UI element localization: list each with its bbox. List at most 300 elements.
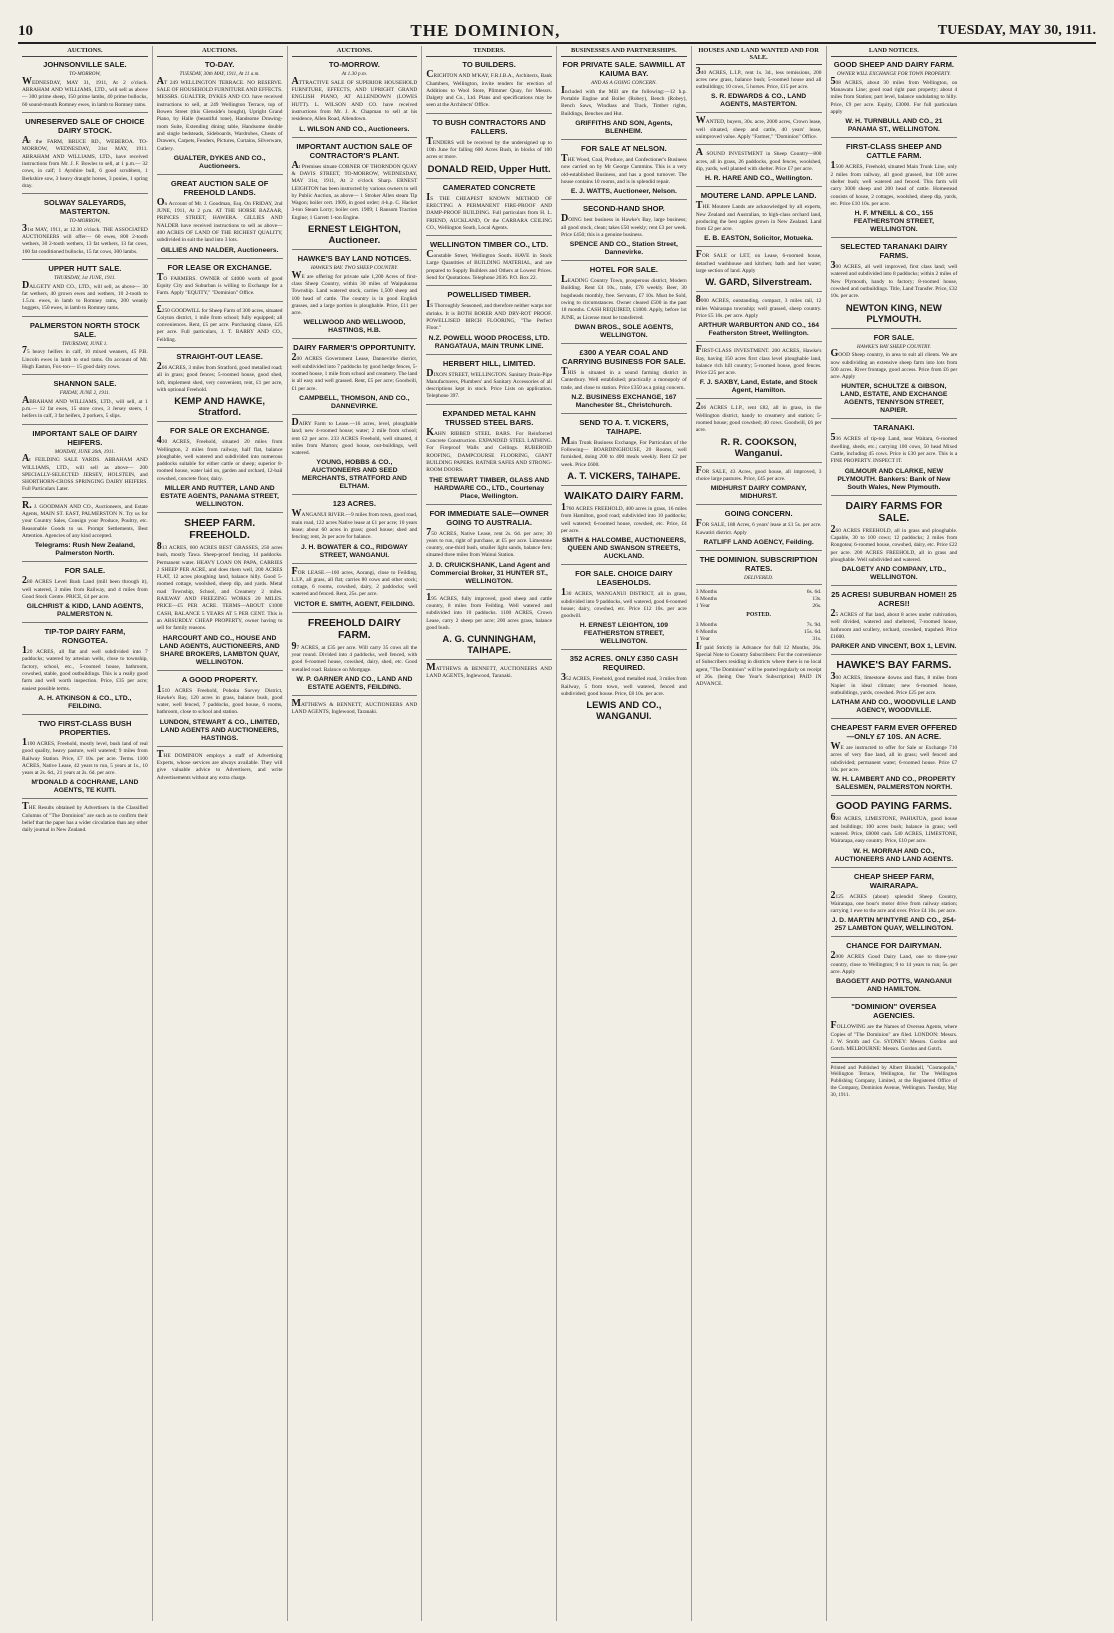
ad-title: MOUTERE LAND. APPLE LAND. xyxy=(700,191,817,201)
classified-ad xyxy=(156,303,283,348)
classified-ad xyxy=(831,60,958,138)
ad-signature: CAMPBELL, THOMSON, AND CO., DANNEVIRKE. xyxy=(299,394,410,410)
subscription-rates-delivered xyxy=(696,589,822,610)
classified-ad xyxy=(22,264,148,317)
ad-title: FOR PRIVATE SALE. SAWMILL AT KAIUMA BAY. xyxy=(562,60,686,79)
ad-title: "DOMINION" OVERSEA AGENCIES. xyxy=(851,1002,937,1021)
classified-ad xyxy=(22,321,148,375)
classified-ad xyxy=(696,296,822,342)
classified-ad xyxy=(291,416,418,495)
ad-subtitle: DELIVERED. xyxy=(744,574,774,581)
column-heading: BUSINESSES AND PARTNERSHIPS. xyxy=(561,46,687,57)
page-number: 10 xyxy=(18,22,33,39)
ad-body: Included with the Mill are the following:—12 h.p. Portable Engine and Boiler (Robey), Bench (Robey), Bench Saws, Windlass and Track, Timber rights, Buildings, Benches and Hut. xyxy=(561,84,687,117)
classified-ad xyxy=(426,664,552,684)
ad-title: TO BUILDERS. xyxy=(462,60,516,70)
classified-ad xyxy=(22,429,148,498)
ad-body: 508 ACRES, about 30 miles from Wellington, on Manawatu Line; good road right past property; about 4 miles from Station; part level, balance undulating to hilly. Price, £9 per acre. Equity, £3000. For full particulars apply xyxy=(830,75,958,116)
ad-title: TO-MORROW. xyxy=(328,60,380,70)
ad-title: GREAT AUCTION SALE OF FREEHOLD LANDS. xyxy=(170,178,269,197)
ad-subtitle: HAWKE'S BAY SHEEP COUNTRY. xyxy=(856,343,931,350)
publication-date: TUESDAY, MAY 30, 1911. xyxy=(937,23,1096,38)
ad-title: TO BUSH CONTRACTORS AND FALLERS. xyxy=(432,117,546,136)
ad-body: 266 ACRES, 3 miles from Stratford, good metalled road; all in grass; good fences; 5-roomed house, good shed, loft, implement shed, very convenient, rent, £1 per acre, with optional Freehold. xyxy=(156,361,283,393)
ad-signature: E. J. WATTS, Auctioneer, Nelson. xyxy=(570,188,677,196)
ad-body: 2000 ACRES Good Dairy Land, one to three-year country, close to Wellington; 9 to 14 years to run; 5s. per acre. Apply xyxy=(830,950,958,976)
ad-signature: H. R. HARE AND CO., Wellington. xyxy=(705,175,813,183)
ad-body: 8000 ACRES, outstanding, compact, 3 miles rail, 12 miles Wairarapa township; well grassed, sheep country. Price £5 10s. per acre. Apply xyxy=(695,294,822,319)
ad-body: WANGANUI RIVER.—9 miles from town, good road, main road, 122 acres Native lease at £1 per acre; 10 years lease; about 60 acres in grass; good house; shed and fencing; rent, 2s per acre for balance. xyxy=(291,508,418,541)
ad-title: HOTEL FOR SALE. xyxy=(589,265,658,275)
classified-ad xyxy=(292,142,418,250)
ad-body: ABRAHAM AND WILLIAMS, LTD., will sell, at 1 p.m.— 12 fat ewes, 15 store cows, 3 Jersey steers, 1 heifers in calf, 3 fat heifers, 2 porkers, 5 slips. xyxy=(22,394,148,420)
ad-signature: M'DONALD & COCHRANE, LAND AGENTS, TE KUITI. xyxy=(31,779,139,795)
ad-body: 25 ACRES of flat land, about 8 acres under cultivation, well divided, watered and sheltered, 7-roomed house, bathroom and scullery, orchard, cowshed, trapshed. Price £1600. xyxy=(830,608,958,640)
classified-ad xyxy=(561,490,687,565)
ad-title: WAIKATO DAIRY FARM. xyxy=(564,490,684,503)
ad-body: 1510 ACRES Freehold, Pohoku Survey District, Hawke's Bay, 120 acres in grass, balance bush, good water, well fenced, 7 paddocks, good house, 6 rooms, bathroom, close to school and station. xyxy=(156,683,283,716)
ad-body: £250 GOODWILL for Sheep Farm of 300 acres, situated Coiyton district, 1 mile from school; fully equipped; all conveniences. Rent, £5 per acre. Purchasing clause, £25 per acre. Full particulars, J. T. BARRY AND CO., Feilding. xyxy=(156,303,283,343)
classified-ad xyxy=(291,565,418,613)
ad-signature: GILLIES AND NALDER, Auctioneers. xyxy=(160,246,279,254)
classified-ad xyxy=(426,409,552,505)
classified-ad xyxy=(292,343,418,414)
ad-signature: F. J. SAXBY, Land, Estate, and Stock Agent, Hamilton. xyxy=(699,379,818,395)
classified-ad xyxy=(561,418,687,486)
rate-row xyxy=(696,629,822,636)
ad-subtitle: AND AS A GOING CONCERN. xyxy=(590,80,657,87)
classified-ad xyxy=(156,748,283,785)
ad-signature: SMITH & HALCOMBE, AUCTIONEERS, QUEEN AND SWANSON STREETS, AUCKLAND. xyxy=(561,537,686,561)
ad-title: WELLINGTON TIMBER CO., LTD. xyxy=(429,240,549,250)
ad-signature: ARTHUR WARBURTON AND CO., 164 Featherston Street, Wellington. xyxy=(698,322,820,338)
ad-signature: HUNTER, SCHULTZE & GIBSON, LAND, ESTATE, AND EXCHANGE AGENTS, TENNYSON STREET, NAPIER. xyxy=(840,383,948,415)
ad-body: TO FARMERS. OWNER of £4000 worth of good Equity City and Suburban is willing to Exchange for a Farm. Apply "EQUITY," "Dominion" Office. xyxy=(156,271,283,297)
classified-ad xyxy=(831,142,958,238)
ad-body: ATTRACTIVE SALE OF SUPERIOR HOUSEHOLD FURNITURE, EFFECTS, AND UPRIGHT GRAND ENGLISH PIANO, AT ALLENDOWN (LOWES HUTT). L. WILSON AND CO. have received instructions from Mr. J. A. Chapman to sell at his residence, Allen Road, Allendown. xyxy=(291,75,418,123)
subscription-rates-posted xyxy=(696,622,822,643)
ad-body: THIS is situated in a sound farming district in Canterbury. Well established; practically a monopoly of trade, and close to station. Price £350 as a going concern. xyxy=(561,365,687,391)
ad-body: At the FARM, BRUCE RD., WEBEROA. TO-MORROW, WEDNESDAY, 31st MAY, 1911. ABRAHAM AND WILLIAMS, LTD., have received instructions from Mr. J. F. Bowles to sell, at 1 p.m.— 32 cows, in calf; 1 Ayrshire bull, 6 good scrubbers, 1 Berkshire sow, 3 heavy draught horses, 3 ponies, 1 spring dray. xyxy=(22,135,148,189)
printer-imprint: Printed and Published by Albert Blundell, "Cosmopolis," Wellington Terrace, Wellington, for The Wellington Publishing Company, Limited, at the Registered Office of the Company, Dominion Avenue, Wellington. Tuesday, May 30, 1911. xyxy=(831,1062,958,1099)
ad-body: A SOUND INVESTMENT in Sheep Country—800 acres, all in grass, 26 paddocks, good fences, woolshed, dip, yards, well planted with shelter. Price £7 per acre. xyxy=(695,147,822,172)
ad-title: TWO FIRST-CLASS BUSH PROPERTIES. xyxy=(38,718,132,737)
rate-period: 3 Months xyxy=(695,621,718,628)
classified-ad xyxy=(22,198,148,260)
ad-signature: W. H. TURNBULL AND CO., 21 PANAMA ST., WELLINGTON. xyxy=(845,118,943,134)
classified-ad xyxy=(22,499,148,562)
ad-signature: HARCOURT AND CO., HOUSE AND LAND AGENTS, AUCTIONEERS, AND SHARE BROKERS, LAMBTON QUAY, WELLINGTON. xyxy=(159,634,280,666)
ad-body: WE are instructed to offer for Sale or Exchange 710 acres of very fine land, all in grass; well fenced and subdivided; permanent water; 6-roomed house. Price £7 10s. per acre. xyxy=(830,741,958,774)
classified-ad xyxy=(426,359,552,405)
ad-body: 280 ACRES Level Bush Land (mill been through it), well watered, 3 miles from Railway, and 4 miles from Good Stock Centre. PRICE, £4 per acre. xyxy=(22,575,148,600)
ad-title: HAWKE'S BAY FARMS. xyxy=(836,659,952,672)
ad-title: CHANCE FOR DAIRYMAN. xyxy=(846,941,942,951)
classified-ad xyxy=(22,566,148,623)
ad-signature: WELLWOOD AND WELLWOOD, HASTINGS, H.B. xyxy=(303,319,406,335)
ad-signature: L. WILSON AND CO., Auctioneers. xyxy=(299,125,410,133)
classified-ad xyxy=(157,675,283,747)
ad-subtitle: TO-MORROW, xyxy=(69,71,101,78)
ad-title: CAMERATED CONCRETE xyxy=(442,182,536,192)
classified-ad xyxy=(561,144,687,200)
ad-body: DOING best business in Hawke's Bay, large business; all good stock, clean; takes £50 weekly; rent £3 per week. Price £450; this is a genuine business. xyxy=(561,213,687,238)
rate-price: 31s. xyxy=(812,635,822,642)
ad-signature: W. GARD, Silverstream. xyxy=(705,277,812,289)
classified-ad xyxy=(426,509,552,590)
classified-ad xyxy=(831,800,958,867)
rate-price: 13s. xyxy=(812,596,822,603)
ad-signature: W. H. MORRAH AND CO., AUCTIONEERS AND LAND AGENTS. xyxy=(834,847,954,863)
classified-ad xyxy=(561,654,687,725)
classified-ad xyxy=(22,627,148,715)
ad-signature: ERNEST LEIGHTON, Auctioneer. xyxy=(308,224,401,247)
column-heading: TENDERS. xyxy=(426,46,552,57)
classified-ad xyxy=(831,941,958,998)
ad-signature: PARKER AND VINCENT, BOX 1, LEVIN. xyxy=(831,643,957,651)
ad-signature: NEWTON KING, NEW PLYMOUTH. xyxy=(845,302,942,325)
classified-ad xyxy=(291,697,418,720)
rate-period: 1 Year xyxy=(695,603,711,610)
ad-title: TIP-TOP DAIRY FARM, RONGOTEA. xyxy=(44,627,126,646)
ad-body: FIRST-CLASS INVESTMENT. 200 ACRES, Hawke's Bay, having 150 acres first class level ploughable land, balance rich hill country; 5-roomed house, good fences. Price £25 per acre. xyxy=(695,344,822,377)
ad-title: JOHNSONVILLE SALE. xyxy=(43,60,127,70)
ad-title: 123 ACRES. xyxy=(332,499,376,509)
ad-signature: BAGGETT AND POTTS, WANGANUI AND HAMILTON. xyxy=(836,978,952,994)
ad-body: 1500 ACRES, Freehold, situated Main Trunk Line, only 2 miles from railway, all good grassed, but 100 acres shelter bush; well watered and fenced. This farm will carry 3000 sheep and 200 head of cattle. Homestead consists of house, 2 cottages, woolshed, sheep dip, yards, etc. Price £10 10s. per acre. xyxy=(830,160,958,207)
ad-title: CHEAPEST FARM EVER OFFERED—ONLY £7 10S. AN ACRE. xyxy=(830,723,957,742)
ad-title: GOOD SHEEP AND DAIRY FARM. xyxy=(833,60,954,70)
ad-title: TARANAKI. xyxy=(873,423,915,433)
ad-title: DAIRY FARMER'S OPPORTUNITY. xyxy=(293,343,416,353)
ad-subtitle: FRIDAY, JUNE 2, 1911. xyxy=(59,390,110,397)
rates-posted-heading: POSTED. xyxy=(746,612,771,619)
ad-signature: LATHAM AND CO., WOODVILLE LAND AGENCY, WOODVILLE. xyxy=(831,699,956,715)
column-3 xyxy=(288,46,423,1621)
ad-title: FREEHOLD DAIRY FARM. xyxy=(307,616,401,641)
ad-body: FOR SALE, 43 Acres, good house, all improved, 3 choice large pastures. Price, £45 per acre. xyxy=(695,464,822,482)
ad-body: IS THE CHEAPEST KNOWN METHOD OF ERECTING A PERMANENT FIRE-PROOF AND DAMP-PROOF BUILDING. Full particulars from H. L. FRIEND, AUCKLAND, Or the CARRARA CEILING CO., Wellington South, Local Agents. xyxy=(426,191,552,231)
ad-body: 2125 ACRES (about) splendid Sheep Country, Wairarapa, one hour's motor drive from railway station; carrying 1 ewe to the acre and over. Price £4 10s. per acre. xyxy=(830,889,958,915)
classified-ad xyxy=(696,251,822,292)
ad-body: 750 ACRES, Native Lease, rent 2s. 6d. per acre; 30 years to run, right of purchase, at £5 per acre. Limestone country, one-third bush, smaller light sands, balance fern; situated three miles from Wainui Station. xyxy=(426,526,552,559)
ad-signature: A. H. ATKINSON & CO., LTD., FEILDING. xyxy=(38,694,132,710)
ad-body: 260 ACRES FREEHOLD, all in grass and ploughable. Capable, 30 to 100 cows; 12 paddocks; 2 miles from Rongotea; 6-roomed house, cowshed, dairy, etc. Price £22 per acre. 200 ACRES FREEHOLD, all in grass and ploughable. Well subdivided and watered. xyxy=(830,523,958,563)
column-7 xyxy=(827,46,962,1621)
ad-title: GOOD PAYING FARMS. xyxy=(835,800,952,813)
classified-ad xyxy=(831,723,958,796)
ad-signature: A. G. CUNNINGHAM, TAIHAPE. xyxy=(442,634,536,657)
ad-signature: VICTOR E. SMITH, AGENT, FEILDING. xyxy=(293,600,415,608)
ad-body: On Account of Mr. J. Goodman, Esq. On FRIDAY, 2nd JUNE, 1911, At 2 p.m. AT THE HORSE BAZAAR, PRINCES STREET, HAWERA. GILLIES AND NALDER have received instructions to sell as above— 400 ACRES OF LAND OF THE RICHEST QUALITY, subdivided in suit the land into 3 lots. xyxy=(156,196,283,244)
rate-row xyxy=(696,622,822,629)
classified-ad xyxy=(561,348,687,414)
rate-row xyxy=(696,603,822,610)
ad-subtitle: THURSDAY, 1st JUNE, 1911. xyxy=(54,274,116,281)
ad-title: FOR SALE AT NELSON. xyxy=(581,144,667,154)
classified-ad xyxy=(831,242,958,328)
ad-body: 536 ACRES of tip-top Land, near Waitara, 6-roomed dwelling, sheds, etc.; carrying 100 cows, 50 head Mixed Cattle, including 45 cows. Price is £30 per acre. This is a FINE PROPERTY. INSPECT IT. xyxy=(830,432,958,465)
classified-ad xyxy=(426,290,552,354)
ad-body: FOR SALE, 188 Acres, 6 years' lease at £1 5s. per acre. Kawatiri district. Apply xyxy=(695,518,822,536)
ad-body: MATTHEWS & BENNETT, AUCTIONEERS AND LAND AGENTS, Inglewood, Taranaki. xyxy=(291,697,418,716)
column-heading: AUCTIONS. xyxy=(22,46,148,57)
ad-body: 430 ACRES, Freehold, situated 20 miles from Wellington, 2 miles from railway, half flat, balance ploughable, well watered and subdivided into numerous paddocks suitable for either cattle or sheep; superior 8-roomed house, water laid on, garden and orchard, 12-bail cowshed, concrete floor, dairy. xyxy=(156,435,283,482)
ad-signature: MIDHURST DAIRY COMPANY, MIDHURST. xyxy=(710,485,807,501)
classified-ad xyxy=(831,333,958,420)
ad-title: SECOND-HAND SHOP. xyxy=(583,204,665,214)
ad-signature: J. H. BOWATER & CO., RIDGWAY STREET, WANGANUI. xyxy=(300,543,408,559)
classified-ad xyxy=(831,590,958,655)
ad-title: THE DOMINION. SUBSCRIPTION RATES. xyxy=(699,554,818,573)
classified-ad xyxy=(561,265,687,344)
ad-body: THE DOMINION employs a staff of Advertising Experts, whose services are always available. They will give valuable advice to Advertisers, and write Advertisements without any extra charge. xyxy=(156,748,283,781)
ad-body: 97 ACRES, at £35 per acre. Will carry 35 cows all the year round. Divided into 4 paddocks, well fenced, with good 6-roomed house, cowshed, dairy, shed, etc. Good metalled road. Balance on Mortgage. xyxy=(291,640,418,673)
ad-subtitle: TO-MORROW, xyxy=(69,218,101,225)
rate-price: 15s. 6d. xyxy=(803,628,822,635)
ad-subtitle: HAWKE'S BAY. TWO SHEEP COUNTRY. xyxy=(310,265,398,272)
classified-ad xyxy=(292,499,418,563)
ad-signature: GUALTER, DYKES AND CO., Auctioneers. xyxy=(173,154,266,170)
ad-body: WE are offering for private sale 1,200 Acres of first-class Sheep Country, within 30 miles of Waipukurau Township. Land watered stock, carries 1,500 sheep and 100 head of cattle. The country is in good English grasses, and a large portion is ploughable. Price, £11 per acre. xyxy=(291,269,418,317)
rate-period: 3 Months xyxy=(695,589,718,596)
column-5 xyxy=(557,46,692,1621)
ad-title: IMPORTANT SALE OF DAIRY HEIFERS. xyxy=(32,428,138,447)
ad-body: 75 heavy heifers in calf, 10 mixed weaners, 45 P.B. Lincoln ewes in lamb to stud rams. On account of Mr. Hugh Easton, Fox-ton— 15 good dairy cows. xyxy=(22,345,148,370)
classified-ad xyxy=(22,803,148,837)
ad-body: 300 ACRES, all well improved, first class land; well watered and subdivided into 8 paddocks; within 2 miles of New Plymouth, handy to factory; 8-roomed house, cowshed and outbuildings. Title, Land Transfer. Price, £32 10s. per acre. xyxy=(830,260,958,300)
ad-subtitle: TUESDAY, 30th MAY, 1911, At 11 a.m. xyxy=(179,71,260,78)
ad-signature: J. D. MARTIN M'INTYRE AND CO., 254-257 LAMBTON QUAY, WELLINGTON. xyxy=(831,917,957,933)
ad-signature: E. B. EASTON, Solicitor, Motueka. xyxy=(704,235,814,243)
classified-ad xyxy=(426,183,552,236)
classified-ad xyxy=(426,240,552,286)
ad-title: 25 ACRES! SUBURBAN HOME!! 25 ACRES!! xyxy=(831,590,957,609)
ad-signature: H. F. M'NEILL & CO., 155 FEATHERSTON STREET, WELLINGTON. xyxy=(853,210,934,234)
ad-body: DALGETY AND CO., LTD., will sell, as above— 30 fat wethers, 40 grown ewes and wethers, 10 2-tooth to 1.5.m. ewes, in lamb to Romney rams, 200 weanly hoggets, 150 ewes, in lamb to Romney rams. xyxy=(22,279,148,312)
ad-body: FOLLOWING are the Names of Oversea Agents, where Copies of "The Dominion" are filed. LONDON: Messrs. J. W. Smith and Co. SYDNEY: Messrs. Gordon and Gotch. MELBOURNE: Messrs. Gordon and Gotch. xyxy=(830,1020,958,1053)
ad-body: 1100 ACRES, Freehold, mostly level, bush land of real good quality, heavy pasture, well watered; 9 miles from Railway Station. Price, £7 10s. per acre. Terms. 1100 ACRES, Native Lease, 42 years to run, 5 years at 1s., 10 years at 2s. 6d., 21 years at 2s. 6d. per acre. xyxy=(22,736,148,777)
classified-ad xyxy=(696,191,822,247)
ad-body: 195 ACRES, fully improved, good sheep and cattle country, 8 miles from Feilding. Well watered and subdivided into 10 paddocks. 1100 ACRES, Crown Lease, carry 2 sheep per acre; 200 acres grass, balance good bush. xyxy=(426,591,552,631)
ad-signature: YOUNG, HOBBS & CO., AUCTIONEERS AND SEED MERCHANTS, STRATFORD AND ELTHAM. xyxy=(301,459,407,491)
ad-body: THE Wood, Coal, Produce, and Confectioner's Business now carried on by Mr George Cummins. This is a very old-established Business, and has a good turnover. The house contains 10 rooms, and is in splendid repair. xyxy=(561,153,687,185)
ad-title: FIRST-CLASS SHEEP AND CATTLE FARM. xyxy=(845,142,942,161)
ad-title: 352 ACRES. ONLY £350 CASH REQUIRED. xyxy=(569,654,678,673)
ad-signature: GILCHRIST & KIDD, LAND AGENTS, PALMERSTON N. xyxy=(26,603,144,619)
column-heading: AUCTIONS. xyxy=(157,46,283,57)
ad-body: 300 ACRES, limestone downs and flats, 8 miles from Napier in ideal climate; new 6-roomed house, outbuildings, yards, cowshed. Price £25 per acre. xyxy=(830,671,958,696)
classified-ad xyxy=(22,379,148,424)
classified-ad xyxy=(157,60,283,175)
column-heading: HOUSES AND LAND WANTED AND FOR SALE. xyxy=(696,46,822,65)
ad-body: LEADING Country Town, prosperous district, Modern Building. Rent £4 10s., trade, £70 weekly. Beer, 30 hogsheads monthly, free. Servants, £7 10s. Must be Sold, owing to circumstances. Owner cleared £500 in the past 18 months. CASH REQUIRED, £1800. Apply, before 1st JUNE, as License must be transferred. xyxy=(561,274,687,321)
ad-signature: SPENCE AND CO., Station Street, Dannevirke. xyxy=(569,241,678,257)
classified-ad xyxy=(561,204,687,261)
ad-title: EXPANDED METAL KAHN TRUSSED STEEL BARS. xyxy=(442,408,536,427)
ad-title: PALMERSTON NORTH STOCK SALE. xyxy=(29,320,140,339)
ad-signature: KEMP AND HAWKE, Stratford. xyxy=(174,396,266,419)
ad-signature: LEWIS AND CO., WANGANUI. xyxy=(586,700,662,723)
masthead xyxy=(18,22,1096,40)
ad-body: R. J. GOODMAN AND CO., Auctioneers, and Estate Agents, MAIN ST. EAST, PALMERSTON N. Try us for your Country Sales, Consign your Produce, Poultry, etc. Reasonable Goods to us. Prompt Settlements, Best Attention. Agencies of any kind accepted. xyxy=(22,499,148,539)
ad-signature: H. ERNEST LEIGHTON, 109 FEATHERSTON STREET, WELLINGTON. xyxy=(579,622,668,646)
ad-title: SHANNON SALE. xyxy=(53,379,117,389)
classified-ad xyxy=(157,517,283,671)
ad-subtitle: OWNER WILL EXCHANGE FOR TOWN PROPERTY. xyxy=(837,71,951,78)
ad-title: GOING CONCERN. xyxy=(724,509,793,519)
ad-body: DAIRY Farm to Lease.—16 acres, level, ploughable land; new 4-roomed house; water; 2 mile from school; rent £2 per acre. 233 ACRES Freehold, well situated, 4 miles from Marton; good house, out-buildings, well watered. xyxy=(291,416,418,457)
classified-ad xyxy=(157,426,283,513)
classified-ad xyxy=(831,872,958,938)
classified-ad xyxy=(696,509,822,551)
ad-title: FOR LEASE OR EXCHANGE. xyxy=(167,262,272,272)
masthead-rule xyxy=(18,42,1096,44)
rate-row xyxy=(696,589,822,596)
ad-title: £300 A YEAR COAL AND CARRYING BUSINESS FOR SALE. xyxy=(561,347,686,366)
classified-ad xyxy=(831,500,958,586)
ad-subtitle: THURSDAY, JUNE 1. xyxy=(62,340,108,347)
classified-ad xyxy=(831,423,958,495)
ad-title: POWELLISED TIMBER. xyxy=(447,290,531,300)
ad-signature: DONALD REID, Upper Hutt. xyxy=(427,163,551,175)
ad-title: HERBERT HILL, LIMITED. xyxy=(442,358,536,368)
classified-ad xyxy=(292,254,418,339)
rate-price: 26s. xyxy=(812,603,822,610)
ad-title: FOR SALE. CHOICE DAIRY LEASEHOLDS. xyxy=(575,569,673,588)
ad-body: KAHN RIBBED STEEL BARS. For Reinforced Concrete Construction. EXPANDED STEEL LATHING. For Fireproof Walls and Ceilings. RUBEROID ROOFING, DAMPCOURSE FLOORING, GIANT BUILDING PAPERS. RATNER SAFES AND STRONG-ROOM DOORS. xyxy=(426,426,552,474)
ad-body: GOOD Sheep country, in area to suit all clients. We are now subdividing an extensive sheep farm into lots from 500 acres. River frontage, good access. Price from £6 per acre. Apply xyxy=(830,348,958,381)
ad-body: WANTED, buyers, 30s. acre, 2000 acres, Crown lease, well situated, sheep and cattle, 40 years' lease, unimproved value. Apply "Farmer," "Dominion" Office. xyxy=(695,115,822,141)
classified-ad xyxy=(157,352,283,422)
column-6 xyxy=(692,46,827,1621)
ad-title: DAIRY FARMS FOR SALE. xyxy=(845,499,943,524)
ad-body: WEDNESDAY, MAY 31, 1911, At 2 o'clock. ABRAHAM AND WILLIAMS, LTD., will sell as above— 300 prime sheep, 150 prime lambs, 40 prime bullocks, 60 sound-mouth Romney ewes, in lamb to Romney rams. xyxy=(22,75,148,108)
classified-ad xyxy=(22,719,148,799)
classified-ad xyxy=(696,555,822,586)
ad-title: HAWKE'S BAY LAND NOTICES. xyxy=(297,254,412,264)
ad-body: 352 ACRES, Freehold, good metalled road, 3 miles from Railway, 5 from town, well watered, fenced and subdivided; good house. Price, £8 10s. per acre. xyxy=(561,672,687,697)
classified-ad xyxy=(696,346,822,399)
column-4 xyxy=(422,46,557,1621)
rate-price: 7s. 9d. xyxy=(806,621,822,628)
ad-signature: A. T. VICKERS, TAIHAPE. xyxy=(567,471,681,483)
ad-title: STRAIGHT-OUT LEASE. xyxy=(176,352,263,362)
classified-ad xyxy=(561,60,687,140)
ad-body: 340 ACRES, L.I.P., rent 1s. 3d., less remissions, 200 acres new grass, balance bush; 5-roomed house and all outbuildings; 10 cows, 5 horses. Price, £15 per acre. xyxy=(695,65,822,91)
classified-ad xyxy=(561,569,687,650)
rate-row xyxy=(696,636,822,643)
ad-body: THE Results obtained by Advertisers in the Classified Columns of "The Dominion" are such as to confirm their belief that the paper has a wider circulation than any other daily journal in New Zealand. xyxy=(22,801,148,834)
ad-title: A GOOD PROPERTY. xyxy=(181,674,258,684)
classified-ad xyxy=(696,403,822,462)
rate-price: 6s. 6d. xyxy=(806,589,822,596)
classified-ad xyxy=(22,117,148,194)
ad-title: FOR SALE. xyxy=(873,332,915,342)
ad-body: DIXON STREET, WELLINGTON. Sanitary Drain-Pipe Manufacturers, Plumbers' and Sanitary Accessories of all descriptions kept in stock. Price Lists on application. Telephone 397. xyxy=(426,367,552,400)
ad-title: FOR IMMEDIATE SALE—OWNER GOING TO AUSTRALIA. xyxy=(429,508,549,527)
rate-period: 6 Months xyxy=(695,628,718,635)
ad-body: At Premises situate CORNER OF THORNDON QUAY & DAVIS STREET, TO-MORROW, WEDNESDAY, MAY 31st, 1911, At 2 o'clock Sharp. ERNEST LEIGHTON has been instructed by various owners to sell by Public Auction, as above— 1 Stroker Allen steam Tip Wagon; boiler cert. 1909, in good order; 4-h.p. C. Hacket 3-ton Steam Lorry; boiler cert. 1909; 1 Ransom Traction Engine; 1 Garrett 1-ton Engine. xyxy=(291,159,418,221)
classified-ad xyxy=(426,60,552,113)
classified-ad xyxy=(831,1002,958,1057)
classified-ad xyxy=(292,617,418,696)
classified-ad xyxy=(831,659,958,719)
ad-signature: DWAN BROS., SOLE AGENTS, WELLINGTON. xyxy=(574,323,674,339)
newspaper-title: THE DOMINION, xyxy=(410,21,561,40)
ad-body: 130 ACRES, WANGANUI DISTRICT, all in grass, subdivided into 9 paddocks, well watered, good 6-roomed house; dairy, cowshed, etc. Price £12 10s. per acre goodwill. xyxy=(561,587,687,620)
ad-subtitle: MONDAY, JUNE 26th, 1911. xyxy=(54,448,115,455)
ad-signature: MILLER AND RUTTER, LAND AND ESTATE AGENTS, PANAMA STREET, WELLINGTON. xyxy=(160,484,279,508)
classified-ad xyxy=(426,591,552,660)
ad-signature: RATLIFF LAND AGENCY, Feilding. xyxy=(703,538,814,546)
classified-ad xyxy=(696,117,822,145)
classified-ad xyxy=(695,464,822,506)
classified-ad xyxy=(157,179,283,259)
ad-signature: GRIFFITHS AND SON, Agents, BLENHEIM. xyxy=(575,120,673,136)
classified-ad xyxy=(157,263,283,302)
ad-title: UNRESERVED SALE OF CHOICE DAIRY STOCK. xyxy=(25,117,145,136)
ad-signature: R. R. COOKSON, Wanganui. xyxy=(720,436,797,459)
ad-body: 206 ACRES L.I.P., rent £82, all in grass, in the Wellington district, handy to creamery and station; 5-roomed house; good cowshed; 40 cows. Goodwill, £6 per acre. xyxy=(695,401,822,434)
ad-title: UPPER HUTT SALE. xyxy=(48,263,122,273)
ad-body: At FEILDING SALE YARDS. ABRAHAM AND WILLIAMS, LTD., will sell as above— 200 SPECIALLY-SELECTED JERSEY, HOLSTEIN, and SHORTHORN-CROSS SPRINGING DAIRY HEIFERS. Full Particulars Later. xyxy=(22,453,148,493)
classified-ad xyxy=(426,118,552,179)
ad-signature: DALGETY AND COMPANY, LTD., WELLINGTON. xyxy=(841,566,947,582)
ad-body: 813 ACRES, 600 ACRES BEST GRASSES, 250 acres bush, mostly Tawa. Sheep-proof fencing, 14 paddocks. Permanent water. HEAVY LOAN ON PAPA, CARRIES 2 SHEEP PER ACRE, and does them well, 200 ACRES FLAT, 12 acres ploughing land, balance hilly. Good 5-roomed cottage, woolshed, sheep dip, and yards. Metal road Township, School, and Creamery 2 miles. RAILWAY AND FREEZING WORKS 20 MILES. PRICE—£5 PER ACRE. TERMS—ABOUT £1000 CASH, BALANCE 5 YEARS AT 5 PER CENT. This is an ABSURDLY CHEAP PROPERTY, owner having to sell for family reasons. xyxy=(156,540,283,632)
ad-body: FOR SALE or LET, on Lease, 6-roomed house, detached washhouse and kitchen; bath and hot water; large section of land. Apply xyxy=(695,249,822,275)
ad-title: SELECTED TARANAKI DAIRY FARMS. xyxy=(840,242,948,261)
ad-body: MATTHEWS & BENNETT, AUCTIONEERS AND LAND AGENTS, Inglewood, Taranaki. xyxy=(426,662,552,680)
ad-signature: J. D. CRUICKSHANK, Land Agent and Commercial Broker, 31 HUNTER ST., WELLINGTON. xyxy=(428,561,550,585)
ad-signature: S. R. EDWARDS & CO., LAND AGENTS, MASTERTON. xyxy=(711,93,807,109)
ad-signature: Telegrams: Rush New Zealand, Palmerston North. xyxy=(34,542,135,558)
ad-body: FOR LEASE.—160 acres, Aorangi, close to Feilding, L.I.P., all grass, all flat; carries 80 cows and other stock; cottage, 6 rooms, cowshed, dairy, 2 paddocks; well watered and fenced. Rent, 25s. per acre. xyxy=(291,565,418,598)
rate-row xyxy=(696,596,822,603)
classified-ad xyxy=(292,60,418,137)
ad-body: AT 249 WELLINGTON TERRACE. NO RESERVE. SALE OF HOUSEHOLD FURNITURE AND EFFECTS. MESSRS. GUALTER, DYKES AND CO. have received instructions to sell, at 249 Wellington Terrace, top of Bowen Street (this Glenside's bought), Upright Grand Piano, by Halle (beautiful tone), Handsome Drawing-room Suite, Extending dining table, Handsome double and single bedsteads, Sideboards, Wardrobes, Chests of Drawers, Carpets, Fenders, Pictures, Curtains, Silverware, Cutlery. xyxy=(156,75,283,152)
ad-body: Main Trunk Business Exchange, For Particulars of the Following— BOARDINGHOUSE, 20 Rooms, well furnished, doing 200 to 400 meals weekly. Rent £2 per week. Price £600. xyxy=(561,435,687,468)
ad-signature: W. H. LAMBERT AND CO., PROPERTY SALESMEN, PALMERSTON NORTH. xyxy=(832,776,956,792)
ad-signature: GILMOUR AND CLARKE, NEW PLYMOUTH. Bankers: Bank of New South Wales, New Plymouth. xyxy=(837,467,951,491)
ad-body: THE Moutere Lands are acknowledged by all experts, New Zealand and Australian, to high-class orchard land, producing the best apples grown in New Zealand. Land from £2 per acre. xyxy=(695,200,822,233)
ad-body: 200 ACRES Government Lease, Dannevirke district, well subdivided into 7 paddocks by good hedge fences, 5-roomed house, 1 mile from school and creamery. The land is all easy and well grassed. Rent, £5 per acre; Goodwill, £1 per acre. xyxy=(291,352,418,392)
ad-body: 628 ACRES, LIMESTONE, PAHIATUA, good house and buildings; 100 acres bush; balance in grass; well watered. Price, £8000 cash. 540 ACRES, LIMESTONE, Wairarapa, easy country. Price, £10 per acre. xyxy=(830,812,958,845)
ad-title: FOR SALE. xyxy=(64,566,106,576)
classified-ad xyxy=(696,149,822,187)
ad-title: FOR SALE OR EXCHANGE. xyxy=(170,426,270,436)
ad-body: 1760 ACRES FREEHOLD, 400 acres in grass, 16 miles from Hamilton, good road; subdivided into 10 paddocks; well watered; 6-roomed house, cowshed, etc. Price, £4 per acre. xyxy=(561,502,687,534)
ad-body: 31st MAY, 1911, at 12.30 o'clock. THE ASSOCIATED AUCTIONEERS will offer— 60 ewes, 800 2-tooth wethers, 30 2-tooth wethers, 13 fat wethers, 13 fat cows, 100 fat conditioned bullocks, 15 fat cows, 300 lambs. xyxy=(22,222,148,255)
ad-body: CRICHTON AND M'KAY, F.R.I.B.A., Architects, Bank Chambers, Wellington, invite tenders for erection of Additions to Wool Store, Plimmer Quay, for Messrs. Dalgety and Co., Ltd. Plans and specifications may be seen at the Architects' Office. xyxy=(426,69,552,109)
rate-period: 1 Year xyxy=(695,635,711,642)
ad-signature: N.Z. BUSINESS EXCHANGE, 167 Manchester St., Christchurch. xyxy=(571,393,677,409)
column-heading: LAND NOTICES. xyxy=(831,46,958,57)
ad-body: TENDERS will be received by the undersigned up to 10th June for falling 600 Acres Bush, in blocks of 100 acres or more. xyxy=(426,135,552,161)
ad-title: SEND TO A. T. VICKERS, TAIHAPE. xyxy=(579,417,669,436)
ad-body: 120 ACRES, all flat and well subdivided into 7 paddocks; watered by artesian wells, close to township, factory, school, etc., 5-roomed house, bathroom, cowshed, stable, good outbuildings. This is a really good farm and well worth inspection. Price, £35 per acre; easiest possible terms. xyxy=(22,645,148,692)
ad-body: Constable Street, Wellington South. HAVE in Stock Large Quantities of BUILDING MATERIAL, and are prepared to Supply Builders and Others at Lowest Prices. Send for Quotations. Telephone 2036. P.O. Box 22. xyxy=(426,249,552,282)
ad-signature: W. P. GARNER AND CO., LAND AND ESTATE AGENTS, FEILDING. xyxy=(296,675,413,691)
column-heading: AUCTIONS. xyxy=(292,46,418,57)
ad-title: IMPORTANT AUCTION SALE OF CONTRACTOR'S PLANT. xyxy=(296,141,413,160)
classified-ad xyxy=(22,60,148,113)
ad-title: CHEAP SHEEP FARM, WAIRARAPA. xyxy=(853,871,934,890)
ad-signature: LUNDON, STEWART & CO., LIMITED, LAND AGENTS AND AUCTIONEERS, HASTINGS. xyxy=(159,718,280,742)
newspaper-columns xyxy=(18,46,1096,1621)
column-1 xyxy=(18,46,153,1621)
ad-title: SOLWAY SALEYARDS, MASTERTON. xyxy=(43,198,126,217)
